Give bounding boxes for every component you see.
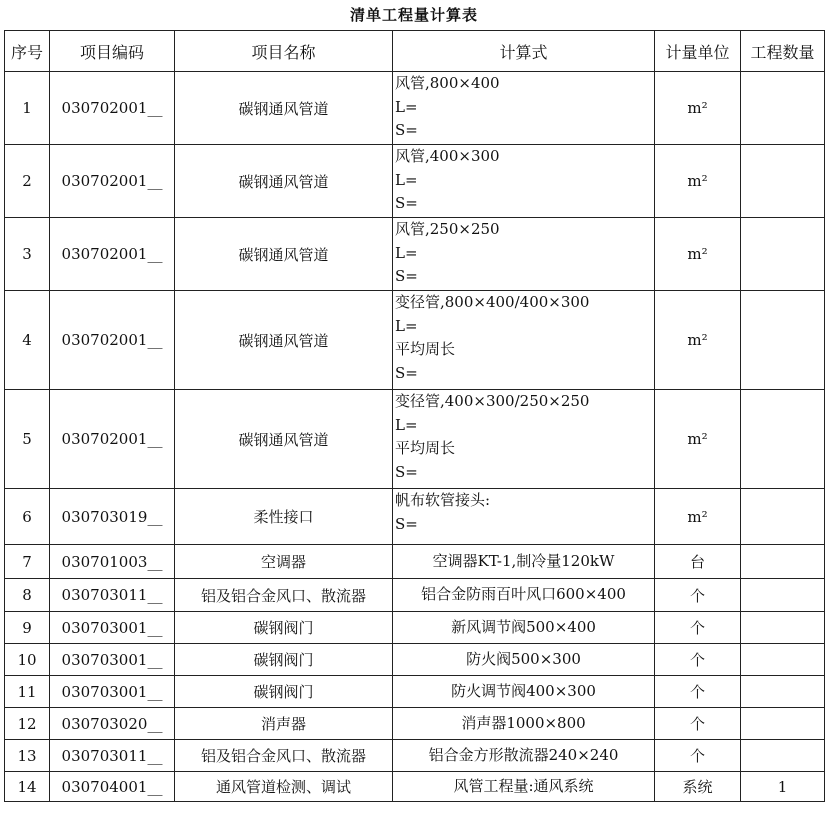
cell-calc <box>393 218 655 291</box>
table-row <box>5 72 825 145</box>
table-title: 清单工程量计算表 <box>349 6 478 24</box>
cell-code: 030702001__ <box>50 291 175 390</box>
cell-name: 碳钢通风管道 <box>175 218 393 291</box>
cell-no: 5 <box>5 390 50 489</box>
calc-line: 防火调节阀400×300 <box>451 681 596 700</box>
cell-qty <box>741 291 825 390</box>
cell-name: 铝及铝合金风口、散流器 <box>175 740 393 772</box>
cell-qty <box>741 545 825 579</box>
cell-no: 7 <box>5 545 50 579</box>
calc-line: 平均周长 <box>395 439 456 457</box>
cell-code: 030703001__ <box>50 612 175 644</box>
table-body <box>5 72 825 802</box>
calc-line: 风管工程量:通风系统 <box>453 776 594 795</box>
header-unit: 计量单位 <box>655 31 741 72</box>
calc-line: L= <box>395 415 418 434</box>
cell-code: 030703001__ <box>50 676 175 708</box>
cell-unit: 个 <box>655 740 741 772</box>
cell-name: 空调器 <box>175 545 393 579</box>
cell-calc <box>393 291 655 390</box>
cell-no: 13 <box>5 740 50 772</box>
calc-line: 风管,250×250 <box>395 220 500 238</box>
cell-code: 030702001__ <box>50 72 175 145</box>
table-row <box>5 291 825 390</box>
cell-name: 碳钢通风管道 <box>175 390 393 489</box>
table-row <box>5 772 825 802</box>
calc-line: L= <box>395 170 418 189</box>
cell-qty <box>741 579 825 612</box>
cell-calc <box>393 390 655 489</box>
cell-calc <box>393 708 655 740</box>
cell-name: 碳钢阀门 <box>175 676 393 708</box>
calc-line: L= <box>395 243 418 262</box>
cell-unit: m² <box>655 390 741 489</box>
cell-no: 2 <box>5 145 50 218</box>
header-name: 项目名称 <box>175 31 393 72</box>
cell-name: 通风管道检测、调试 <box>175 772 393 802</box>
cell-unit: 个 <box>655 612 741 644</box>
cell-calc <box>393 72 655 145</box>
calc-line: 消声器1000×800 <box>461 713 586 732</box>
calc-line: S= <box>395 121 418 139</box>
calc-line: 风管,800×400 <box>395 74 500 92</box>
header-qty: 工程数量 <box>741 31 825 72</box>
calc-line: 平均周长 <box>395 340 456 358</box>
cell-name: 碳钢通风管道 <box>175 145 393 218</box>
cell-name: 消声器 <box>175 708 393 740</box>
calc-line: 新风调节阀500×400 <box>451 617 596 636</box>
calc-line: S= <box>395 194 418 212</box>
table-row <box>5 644 825 676</box>
table-row <box>5 218 825 291</box>
cell-code: 030701003__ <box>50 545 175 579</box>
calc-line: 铝合金方形散流器240×240 <box>428 745 619 764</box>
cell-no: 8 <box>5 579 50 612</box>
calc-line: 铝合金防雨百叶风口600×400 <box>421 585 626 604</box>
calc-line: S= <box>395 514 418 533</box>
cell-qty <box>741 72 825 145</box>
calc-line: S= <box>395 462 418 481</box>
cell-name: 碳钢阀门 <box>175 644 393 676</box>
cell-no: 9 <box>5 612 50 644</box>
cell-qty: 1 <box>741 772 825 802</box>
cell-calc <box>393 612 655 644</box>
cell-qty <box>741 390 825 489</box>
cell-qty <box>741 218 825 291</box>
cell-unit: 系统 <box>655 772 741 802</box>
cell-calc <box>393 644 655 676</box>
calc-line: 变径管,400×300/250×250 <box>395 392 590 410</box>
table-row <box>5 579 825 612</box>
cell-no: 11 <box>5 676 50 708</box>
table-row <box>5 489 825 545</box>
cell-name: 铝及铝合金风口、散流器 <box>175 579 393 612</box>
cell-no: 10 <box>5 644 50 676</box>
calc-line: L= <box>395 316 418 335</box>
cell-calc <box>393 489 655 545</box>
cell-name: 碳钢通风管道 <box>175 291 393 390</box>
table-row <box>5 145 825 218</box>
cell-code: 030703011__ <box>50 579 175 612</box>
calc-line: S= <box>395 363 418 382</box>
cell-qty <box>741 489 825 545</box>
cell-code: 030702001__ <box>50 390 175 489</box>
cell-code: 030703001__ <box>50 644 175 676</box>
cell-qty <box>741 644 825 676</box>
cell-code: 030704001__ <box>50 772 175 802</box>
table-row <box>5 612 825 644</box>
cell-qty <box>741 612 825 644</box>
cell-name: 碳钢阀门 <box>175 612 393 644</box>
cell-name: 碳钢通风管道 <box>175 72 393 145</box>
cell-calc <box>393 740 655 772</box>
calc-line: 变径管,800×400/400×300 <box>395 293 590 311</box>
cell-unit: 个 <box>655 676 741 708</box>
cell-unit: 台 <box>655 545 741 579</box>
cell-unit: 个 <box>655 708 741 740</box>
cell-calc <box>393 145 655 218</box>
cell-calc <box>393 676 655 708</box>
cell-unit: m² <box>655 291 741 390</box>
cell-calc <box>393 772 655 802</box>
cell-no: 14 <box>5 772 50 802</box>
header-code: 项目编码 <box>50 31 175 72</box>
cell-code: 030703019__ <box>50 489 175 545</box>
cell-no: 12 <box>5 708 50 740</box>
cell-code: 030702001__ <box>50 218 175 291</box>
cell-code: 030703020__ <box>50 708 175 740</box>
table-row <box>5 676 825 708</box>
table-row <box>5 390 825 489</box>
cell-no: 3 <box>5 218 50 291</box>
calc-line: 防火阀500×300 <box>466 649 581 668</box>
cell-unit: 个 <box>655 579 741 612</box>
cell-no: 4 <box>5 291 50 390</box>
quantity-calculation-table <box>4 30 825 802</box>
calc-line: 帆布软管接头: <box>395 491 491 509</box>
cell-qty <box>741 740 825 772</box>
cell-unit: m² <box>655 218 741 291</box>
cell-qty <box>741 145 825 218</box>
table-row <box>5 545 825 579</box>
cell-code: 030703011__ <box>50 740 175 772</box>
table-row <box>5 708 825 740</box>
cell-code: 030702001__ <box>50 145 175 218</box>
cell-no: 6 <box>5 489 50 545</box>
cell-unit: m² <box>655 72 741 145</box>
calc-line: 空调器KT-1,制冷量120kW <box>432 551 615 570</box>
header-row <box>5 31 825 72</box>
header-calc: 计算式 <box>393 31 655 72</box>
cell-qty <box>741 708 825 740</box>
cell-calc <box>393 579 655 612</box>
calc-line: S= <box>395 267 418 285</box>
header-no: 序号 <box>5 31 50 72</box>
cell-qty <box>741 676 825 708</box>
cell-calc <box>393 545 655 579</box>
calc-line: L= <box>395 97 418 116</box>
cell-unit: 个 <box>655 644 741 676</box>
calc-line: 风管,400×300 <box>395 147 500 165</box>
cell-unit: m² <box>655 145 741 218</box>
table-row <box>5 740 825 772</box>
cell-unit: m² <box>655 489 741 545</box>
cell-name: 柔性接口 <box>175 489 393 545</box>
cell-no: 1 <box>5 72 50 145</box>
